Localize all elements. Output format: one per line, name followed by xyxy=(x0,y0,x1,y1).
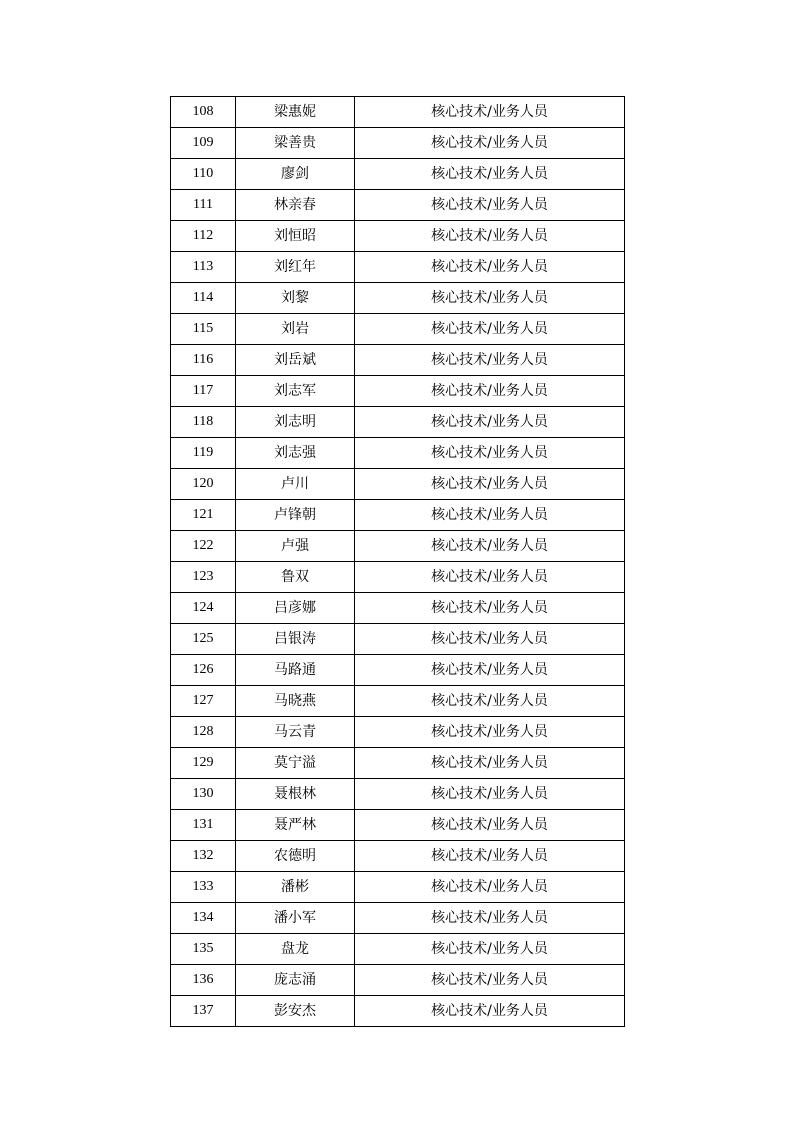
category-cell: 核心技术/业务人员 xyxy=(355,376,625,407)
category-cell: 核心技术/业务人员 xyxy=(355,562,625,593)
category-cell: 核心技术/业务人员 xyxy=(355,469,625,500)
category-cell: 核心技术/业务人员 xyxy=(355,965,625,996)
table-row xyxy=(171,934,625,965)
table-row xyxy=(171,903,625,934)
category-cell: 核心技术/业务人员 xyxy=(355,314,625,345)
category-cell: 核心技术/业务人员 xyxy=(355,872,625,903)
table-row xyxy=(171,562,625,593)
row-number-cell: 118 xyxy=(171,407,236,438)
row-number-cell: 132 xyxy=(171,841,236,872)
person-name-cell: 刘岳斌 xyxy=(236,345,355,376)
category-cell: 核心技术/业务人员 xyxy=(355,407,625,438)
row-number-cell: 108 xyxy=(171,97,236,128)
category-cell: 核心技术/业务人员 xyxy=(355,252,625,283)
table-row xyxy=(171,469,625,500)
category-cell: 核心技术/业务人员 xyxy=(355,934,625,965)
category-cell: 核心技术/业务人员 xyxy=(355,810,625,841)
table-row xyxy=(171,252,625,283)
person-name-cell: 刘红年 xyxy=(236,252,355,283)
category-cell: 核心技术/业务人员 xyxy=(355,748,625,779)
person-name-cell: 刘志强 xyxy=(236,438,355,469)
table-row xyxy=(171,686,625,717)
person-name-cell: 刘志军 xyxy=(236,376,355,407)
row-number-cell: 120 xyxy=(171,469,236,500)
person-name-cell: 莫宁溢 xyxy=(236,748,355,779)
row-number-cell: 125 xyxy=(171,624,236,655)
row-number-cell: 124 xyxy=(171,593,236,624)
row-number-cell: 128 xyxy=(171,717,236,748)
row-number-cell: 127 xyxy=(171,686,236,717)
row-number-cell: 116 xyxy=(171,345,236,376)
row-number-cell: 113 xyxy=(171,252,236,283)
person-name-cell: 吕银涛 xyxy=(236,624,355,655)
person-name-cell: 刘恒昭 xyxy=(236,221,355,252)
table-row xyxy=(171,624,625,655)
person-name-cell: 刘黎 xyxy=(236,283,355,314)
table-row xyxy=(171,159,625,190)
category-cell: 核心技术/业务人员 xyxy=(355,438,625,469)
row-number-cell: 110 xyxy=(171,159,236,190)
table-row xyxy=(171,128,625,159)
category-cell: 核心技术/业务人员 xyxy=(355,686,625,717)
row-number-cell: 136 xyxy=(171,965,236,996)
category-cell: 核心技术/业务人员 xyxy=(355,500,625,531)
table-row xyxy=(171,872,625,903)
category-cell: 核心技术/业务人员 xyxy=(355,655,625,686)
table-row xyxy=(171,314,625,345)
roster-table xyxy=(170,96,625,1027)
table-row xyxy=(171,438,625,469)
table-row xyxy=(171,841,625,872)
table-row xyxy=(171,221,625,252)
table-row xyxy=(171,748,625,779)
person-name-cell: 彭安杰 xyxy=(236,996,355,1027)
person-name-cell: 潘小军 xyxy=(236,903,355,934)
table-row xyxy=(171,779,625,810)
row-number-cell: 133 xyxy=(171,872,236,903)
person-name-cell: 卢川 xyxy=(236,469,355,500)
table-row xyxy=(171,500,625,531)
row-number-cell: 115 xyxy=(171,314,236,345)
row-number-cell: 123 xyxy=(171,562,236,593)
category-cell: 核心技术/业务人员 xyxy=(355,903,625,934)
table-row xyxy=(171,407,625,438)
row-number-cell: 137 xyxy=(171,996,236,1027)
person-name-cell: 廖剑 xyxy=(236,159,355,190)
roster-table-body xyxy=(171,97,625,1027)
row-number-cell: 130 xyxy=(171,779,236,810)
category-cell: 核心技术/业务人员 xyxy=(355,345,625,376)
person-name-cell: 马路通 xyxy=(236,655,355,686)
table-row xyxy=(171,97,625,128)
row-number-cell: 121 xyxy=(171,500,236,531)
row-number-cell: 117 xyxy=(171,376,236,407)
category-cell: 核心技术/业务人员 xyxy=(355,97,625,128)
person-name-cell: 马云青 xyxy=(236,717,355,748)
person-name-cell: 马晓燕 xyxy=(236,686,355,717)
table-row xyxy=(171,717,625,748)
person-name-cell: 刘志明 xyxy=(236,407,355,438)
table-row xyxy=(171,593,625,624)
category-cell: 核心技术/业务人员 xyxy=(355,717,625,748)
category-cell: 核心技术/业务人员 xyxy=(355,593,625,624)
category-cell: 核心技术/业务人员 xyxy=(355,128,625,159)
row-number-cell: 122 xyxy=(171,531,236,562)
row-number-cell: 111 xyxy=(171,190,236,221)
person-name-cell: 林亲春 xyxy=(236,190,355,221)
row-number-cell: 114 xyxy=(171,283,236,314)
person-name-cell: 盘龙 xyxy=(236,934,355,965)
category-cell: 核心技术/业务人员 xyxy=(355,779,625,810)
category-cell: 核心技术/业务人员 xyxy=(355,283,625,314)
table-row xyxy=(171,531,625,562)
row-number-cell: 129 xyxy=(171,748,236,779)
person-name-cell: 潘彬 xyxy=(236,872,355,903)
category-cell: 核心技术/业务人员 xyxy=(355,221,625,252)
row-number-cell: 134 xyxy=(171,903,236,934)
person-name-cell: 梁善贵 xyxy=(236,128,355,159)
category-cell: 核心技术/业务人员 xyxy=(355,159,625,190)
row-number-cell: 135 xyxy=(171,934,236,965)
table-row xyxy=(171,996,625,1027)
row-number-cell: 131 xyxy=(171,810,236,841)
table-row xyxy=(171,190,625,221)
person-name-cell: 鲁双 xyxy=(236,562,355,593)
category-cell: 核心技术/业务人员 xyxy=(355,624,625,655)
person-name-cell: 聂根林 xyxy=(236,779,355,810)
category-cell: 核心技术/业务人员 xyxy=(355,996,625,1027)
person-name-cell: 聂严林 xyxy=(236,810,355,841)
row-number-cell: 109 xyxy=(171,128,236,159)
person-name-cell: 吕彦娜 xyxy=(236,593,355,624)
table-row xyxy=(171,965,625,996)
table-row xyxy=(171,810,625,841)
table-row xyxy=(171,345,625,376)
person-name-cell: 刘岩 xyxy=(236,314,355,345)
person-name-cell: 农德明 xyxy=(236,841,355,872)
table-row xyxy=(171,283,625,314)
category-cell: 核心技术/业务人员 xyxy=(355,531,625,562)
category-cell: 核心技术/业务人员 xyxy=(355,190,625,221)
row-number-cell: 119 xyxy=(171,438,236,469)
row-number-cell: 112 xyxy=(171,221,236,252)
person-name-cell: 庞志涌 xyxy=(236,965,355,996)
table-row xyxy=(171,376,625,407)
person-name-cell: 卢强 xyxy=(236,531,355,562)
category-cell: 核心技术/业务人员 xyxy=(355,841,625,872)
row-number-cell: 126 xyxy=(171,655,236,686)
person-name-cell: 梁惠妮 xyxy=(236,97,355,128)
table-row xyxy=(171,655,625,686)
person-name-cell: 卢锋朝 xyxy=(236,500,355,531)
